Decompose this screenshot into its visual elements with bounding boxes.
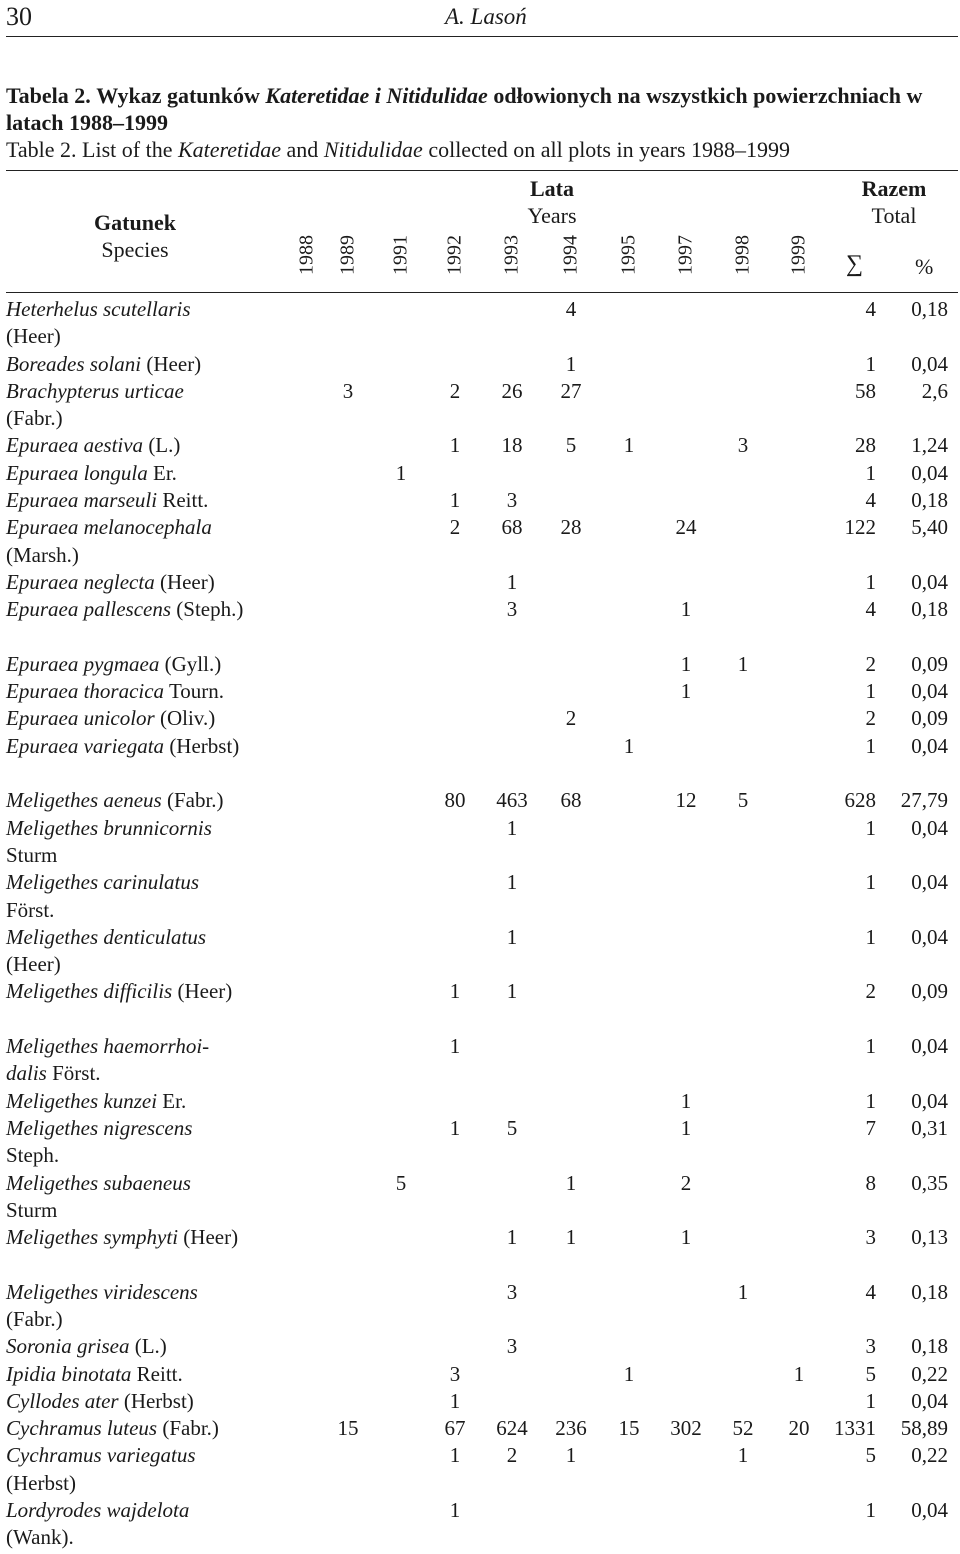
total-header-en: Total xyxy=(871,203,917,228)
total-percent: 27,79 xyxy=(900,788,948,813)
species-name-cell xyxy=(6,432,244,459)
table-row xyxy=(6,1442,958,1497)
species-name: Epuraea variegata xyxy=(6,733,165,758)
total-percent: 0,35 xyxy=(911,1170,948,1195)
table-row xyxy=(6,1170,958,1225)
count-1993: 624 xyxy=(496,1416,528,1441)
species-name-cell xyxy=(6,787,244,814)
species-author: Sturm xyxy=(6,1197,58,1222)
species-author: (Wank). xyxy=(6,1525,74,1550)
count-1997: 1 xyxy=(680,651,692,676)
total-percent: 0,04 xyxy=(911,870,948,895)
total-percent: 0,04 xyxy=(911,924,948,949)
species-name: Epuraea longula xyxy=(6,460,148,485)
total-percent: 1,24 xyxy=(911,433,948,458)
count-1997: 1 xyxy=(680,597,692,622)
total-percent: 0,04 xyxy=(911,460,948,485)
percent-symbol: % xyxy=(915,254,934,279)
count-1993: 1 xyxy=(506,569,518,594)
count-1994: 28 xyxy=(560,515,582,540)
total-count: 1 xyxy=(865,569,876,594)
caption-pl-text-after: odłowionych na wszystkich powierzchniach w latach 1988–1999 xyxy=(6,83,923,135)
count-1994: 4 xyxy=(565,297,577,321)
species-name-cell xyxy=(6,651,244,678)
count-1994: 1 xyxy=(565,1443,577,1468)
count-1989: 15 xyxy=(337,1416,359,1441)
species-author: (Herbst) xyxy=(169,733,240,758)
species-author: Först. xyxy=(52,1061,101,1086)
count-1997: 1 xyxy=(680,1225,692,1250)
total-count: 628 xyxy=(844,788,876,813)
species-name: Soronia grisea xyxy=(6,1334,130,1359)
species-name: Epuraea neglecta xyxy=(6,569,155,594)
table-row xyxy=(6,815,958,870)
total-count: 2 xyxy=(865,651,876,676)
year-header-1995 xyxy=(599,230,659,280)
count-1994: 68 xyxy=(560,788,582,813)
table-row xyxy=(6,1497,958,1552)
species-author: (Heer) xyxy=(177,979,233,1004)
table-row xyxy=(6,1279,958,1334)
species-name-cell xyxy=(6,569,244,596)
species-name: Meligethes viridescens xyxy=(6,1279,198,1304)
total-count: 7 xyxy=(865,1115,876,1140)
count-1994: 1 xyxy=(565,1225,577,1250)
year-header-1993 xyxy=(482,230,542,280)
table-row xyxy=(6,460,958,487)
count-1992: 1 xyxy=(449,433,461,458)
count-1992: 2 xyxy=(449,515,461,540)
species-name-continued: dalis xyxy=(6,1061,47,1086)
species-name-cell xyxy=(6,733,244,760)
species-name-cell xyxy=(6,1088,244,1115)
table-row xyxy=(6,1224,958,1279)
count-1991: 5 xyxy=(395,1170,407,1195)
total-percent: 0,13 xyxy=(911,1225,948,1250)
species-author: (Fabr.) xyxy=(166,788,224,813)
total-count: 58 xyxy=(855,378,876,403)
species-name: Cychramus variegatus xyxy=(6,1443,196,1468)
species-name: Meligethes kunzei xyxy=(6,1088,158,1113)
species-name-cell xyxy=(6,1442,244,1497)
table-row xyxy=(6,351,958,378)
year-header-label: 1989 xyxy=(336,235,359,275)
count-1997: 1 xyxy=(680,1088,692,1113)
count-1997: 2 xyxy=(680,1170,692,1195)
count-1998: 3 xyxy=(737,433,749,458)
count-1993: 26 xyxy=(501,378,523,403)
species-header-pl: Gatunek xyxy=(94,210,176,235)
species-table-body xyxy=(6,296,958,1552)
species-name: Meligethes symphyti xyxy=(6,1225,179,1250)
table-caption xyxy=(6,82,958,163)
total-header xyxy=(830,175,958,229)
species-author: Reitt. xyxy=(136,1361,183,1386)
table-row xyxy=(6,924,958,979)
table-row xyxy=(6,1333,958,1360)
species-author: (Fabr.) xyxy=(6,1306,63,1331)
species-author: (Gyll.) xyxy=(164,651,222,676)
species-name-cell xyxy=(6,978,244,1005)
count-1995: 1 xyxy=(623,733,635,758)
species-name: Brachypterus urticae xyxy=(6,378,184,403)
count-1992: 67 xyxy=(444,1416,466,1441)
total-percent: 0,09 xyxy=(911,979,948,1004)
species-author: (Marsh.) xyxy=(6,542,79,567)
page-header xyxy=(6,0,958,37)
total-count: 4 xyxy=(865,597,876,622)
species-author: (Herbst) xyxy=(6,1470,76,1495)
total-percent: 0,18 xyxy=(911,1279,948,1304)
year-header-label: 1988 xyxy=(295,235,318,275)
species-author: (Heer) xyxy=(159,569,215,594)
total-count: 2 xyxy=(865,706,876,731)
species-name-cell xyxy=(6,1333,244,1360)
species-name: Heterhelus scutellaris xyxy=(6,297,191,321)
table-row xyxy=(6,1033,958,1088)
total-percent: 5,40 xyxy=(911,515,948,540)
count-1998: 1 xyxy=(737,1443,749,1468)
species-name-cell xyxy=(6,1033,244,1088)
count-1992: 2 xyxy=(449,378,461,403)
total-count: 1 xyxy=(865,351,876,376)
total-percent: 0,04 xyxy=(911,351,948,376)
count-1993: 1 xyxy=(506,870,518,895)
count-1989: 3 xyxy=(342,378,354,403)
species-author: (Heer) xyxy=(146,351,202,376)
table-row xyxy=(6,1088,958,1115)
year-header-1991 xyxy=(371,230,431,280)
total-count: 1 xyxy=(865,1034,876,1059)
species-name: Cyllodes ater xyxy=(6,1388,119,1413)
species-author: (Heer) xyxy=(6,952,61,977)
total-count: 8 xyxy=(865,1170,876,1195)
count-1993: 18 xyxy=(501,433,523,458)
count-1992: 1 xyxy=(449,488,461,513)
total-count: 4 xyxy=(865,297,876,321)
species-name: Epuraea pallescens xyxy=(6,597,172,622)
species-name-cell xyxy=(6,1170,244,1225)
total-percent: 0,18 xyxy=(911,597,948,622)
count-1993: 3 xyxy=(506,597,518,622)
count-1997: 1 xyxy=(680,1115,692,1140)
count-1998: 5 xyxy=(737,788,749,813)
species-name-cell xyxy=(6,487,244,514)
total-percent: 0,04 xyxy=(911,1498,948,1523)
count-1995: 15 xyxy=(618,1416,640,1441)
species-name-cell xyxy=(6,351,244,378)
species-name: Epuraea melanocephala xyxy=(6,515,212,540)
count-1999: 20 xyxy=(788,1416,810,1441)
years-header-pl: Lata xyxy=(530,176,574,201)
total-percent: 0,18 xyxy=(911,488,948,513)
total-percent: 0,04 xyxy=(911,1388,948,1413)
species-author: (Heer) xyxy=(6,324,61,349)
species-name-cell xyxy=(6,678,244,705)
caption-en-taxon-2: Nitidulidae xyxy=(323,137,423,162)
species-name: Epuraea pygmaea xyxy=(6,651,160,676)
total-percent: 0,18 xyxy=(911,297,948,321)
year-header-1998 xyxy=(713,230,773,280)
total-percent: 0,09 xyxy=(911,651,948,676)
year-header-1992 xyxy=(425,230,485,280)
species-name: Epuraea unicolor xyxy=(6,706,155,731)
count-1995: 1 xyxy=(623,433,635,458)
total-percent: 0,04 xyxy=(911,679,948,704)
caption-pl-label: Tabela 2. xyxy=(6,83,91,108)
total-count: 1 xyxy=(865,1388,876,1413)
caption-english xyxy=(6,136,958,163)
table-row xyxy=(6,1361,958,1388)
count-1998: 1 xyxy=(737,1279,749,1304)
count-1993: 3 xyxy=(506,1279,518,1304)
total-count: 1 xyxy=(865,460,876,485)
species-name: Meligethes subaeneus xyxy=(6,1170,191,1195)
count-1993: 3 xyxy=(506,488,518,513)
species-author: (Oliv.) xyxy=(159,706,216,731)
species-name-cell xyxy=(6,1279,244,1334)
species-name: Meligethes haemorrhoi- xyxy=(6,1034,210,1059)
caption-polish xyxy=(6,82,958,136)
table-row xyxy=(6,487,958,514)
year-header-label: 1999 xyxy=(787,235,810,275)
count-1993: 463 xyxy=(496,788,528,813)
table-row xyxy=(6,596,958,651)
species-name-cell xyxy=(6,705,244,732)
total-percent: 0,22 xyxy=(911,1443,948,1468)
species-name-cell xyxy=(6,460,244,487)
species-name-cell xyxy=(6,815,244,870)
species-header-en: Species xyxy=(101,237,169,262)
total-percent: 2,6 xyxy=(921,378,948,403)
total-count: 1 xyxy=(865,679,876,704)
species-author: (Fabr.) xyxy=(162,1416,219,1441)
caption-en-text-3: collected on all plots in years 1988–1999 xyxy=(428,137,791,162)
species-name-cell xyxy=(6,1361,244,1388)
count-1994: 5 xyxy=(565,433,577,458)
count-1992: 1 xyxy=(449,979,461,1004)
count-1992: 1 xyxy=(449,1388,461,1413)
table-row xyxy=(6,705,958,732)
year-header-1994 xyxy=(541,230,601,280)
table-row xyxy=(6,296,958,351)
page-number: 30 xyxy=(6,2,32,31)
table-row xyxy=(6,978,958,1033)
count-1993: 1 xyxy=(506,979,518,1004)
species-name: Epuraea thoracica xyxy=(6,679,165,704)
total-percent: 0,22 xyxy=(911,1361,948,1386)
count-1991: 1 xyxy=(395,460,407,485)
species-name-cell xyxy=(6,869,244,924)
total-count: 1 xyxy=(865,1088,876,1113)
species-name-cell xyxy=(6,296,244,351)
species-author: (L.) xyxy=(134,1334,167,1359)
count-1995: 1 xyxy=(623,1361,635,1386)
species-author: (Fabr.) xyxy=(6,406,63,431)
count-1993: 1 xyxy=(506,1225,518,1250)
total-count: 1 xyxy=(865,733,876,758)
count-1994: 27 xyxy=(560,378,582,403)
count-1998: 52 xyxy=(732,1416,754,1441)
years-header xyxy=(282,175,822,229)
species-name: Boreades solani xyxy=(6,351,142,376)
total-percent: 0,04 xyxy=(911,1088,948,1113)
total-count: 28 xyxy=(855,433,876,458)
caption-en-text-2: and xyxy=(286,137,319,162)
year-header-label: 1992 xyxy=(443,235,466,275)
table-row xyxy=(6,869,958,924)
sum-symbol: ∑ xyxy=(846,251,864,277)
species-name: Lordyrodes wajdelota xyxy=(6,1498,190,1523)
species-name: Meligethes nigrescens xyxy=(6,1115,193,1140)
caption-pl-taxa: Kateretidae i Nitidulidae xyxy=(265,83,488,108)
species-author: Tourn. xyxy=(168,679,225,704)
total-count: 5 xyxy=(865,1443,876,1468)
count-1994: 236 xyxy=(555,1416,587,1441)
count-1997: 24 xyxy=(675,515,697,540)
count-1992: 1 xyxy=(449,1034,461,1059)
total-count: 3 xyxy=(865,1225,876,1250)
year-header-1997 xyxy=(656,230,716,280)
species-name: Meligethes aeneus xyxy=(6,788,162,813)
species-name: Cychramus luteus xyxy=(6,1416,158,1441)
count-1994: 1 xyxy=(565,351,577,376)
species-name: Epuraea marseuli xyxy=(6,488,158,513)
count-1993: 1 xyxy=(506,815,518,840)
count-1992: 3 xyxy=(449,1361,461,1386)
total-percent: 0,04 xyxy=(911,815,948,840)
species-name: Epuraea aestiva xyxy=(6,433,144,458)
total-percent: 0,04 xyxy=(911,733,948,758)
count-1993: 5 xyxy=(506,1115,518,1140)
species-name: Ipidia binotata xyxy=(6,1361,132,1386)
year-header-1989 xyxy=(318,230,378,280)
species-author: Sturm xyxy=(6,842,58,867)
count-1992: 1 xyxy=(449,1498,461,1523)
table-row xyxy=(6,432,958,459)
total-count: 1 xyxy=(865,924,876,949)
species-author: Er. xyxy=(162,1088,187,1113)
species-name-cell xyxy=(6,1497,244,1552)
count-1992: 1 xyxy=(449,1115,461,1140)
species-name: Meligethes denticulatus xyxy=(6,924,207,949)
total-count: 4 xyxy=(865,1279,876,1304)
species-author: Reitt. xyxy=(162,488,209,513)
table-row xyxy=(6,569,958,596)
table-top-rule xyxy=(6,170,958,171)
count-1993: 2 xyxy=(506,1443,518,1468)
count-1999: 1 xyxy=(793,1361,805,1386)
count-1994: 2 xyxy=(565,706,577,731)
table-row xyxy=(6,787,958,814)
species-author: (L.) xyxy=(148,433,181,458)
species-author: (Herbst) xyxy=(123,1388,194,1413)
species-author: (Steph.) xyxy=(176,597,244,622)
count-1992: 80 xyxy=(444,788,466,813)
year-header-label: 1997 xyxy=(674,235,697,275)
total-count: 3 xyxy=(865,1334,876,1359)
count-1998: 1 xyxy=(737,651,749,676)
count-1997: 12 xyxy=(675,788,697,813)
species-name: Meligethes brunnicornis xyxy=(6,815,212,840)
count-1997: 1 xyxy=(680,679,692,704)
total-header-pl: Razem xyxy=(861,176,927,201)
years-header-en: Years xyxy=(527,203,577,228)
total-percent: 0,18 xyxy=(911,1334,948,1359)
species-header xyxy=(6,209,264,263)
total-percent: 0,09 xyxy=(911,706,948,731)
species-name-cell xyxy=(6,1415,244,1442)
total-count: 1 xyxy=(865,815,876,840)
species-name-cell xyxy=(6,1388,244,1415)
species-author: (Heer) xyxy=(183,1225,239,1250)
total-count: 1 xyxy=(865,870,876,895)
year-header-label: 1994 xyxy=(559,235,582,275)
table-row xyxy=(6,733,958,788)
year-header-label: 1991 xyxy=(389,235,412,275)
count-1992: 1 xyxy=(449,1443,461,1468)
table-row xyxy=(6,678,958,705)
count-1997: 302 xyxy=(670,1416,702,1441)
count-1993: 68 xyxy=(501,515,523,540)
species-author: Först. xyxy=(6,897,55,922)
total-count: 4 xyxy=(865,488,876,513)
count-1993: 1 xyxy=(506,924,518,949)
year-header-label: 1995 xyxy=(617,235,640,275)
total-percent: 0,04 xyxy=(911,569,948,594)
table-row xyxy=(6,378,958,433)
species-name-cell xyxy=(6,596,244,623)
species-author: Steph. xyxy=(6,1143,60,1168)
species-name-cell xyxy=(6,1224,244,1251)
species-name-cell xyxy=(6,514,244,569)
caption-pl-text-before: Wykaz gatunków xyxy=(96,83,260,108)
caption-en-label: Table 2. xyxy=(6,137,77,162)
species-name-cell xyxy=(6,1115,244,1170)
running-head: A. Lasoń xyxy=(445,4,527,29)
caption-en-taxon-1: Kateretidae xyxy=(177,137,282,162)
year-header-label: 1993 xyxy=(500,235,523,275)
year-header-1999 xyxy=(769,230,829,280)
table-row xyxy=(6,514,958,569)
count-1994: 1 xyxy=(565,1170,577,1195)
species-author: Er. xyxy=(153,460,177,485)
count-1993: 3 xyxy=(506,1334,518,1359)
total-count: 5 xyxy=(865,1361,876,1386)
species-name: Meligethes carinulatus xyxy=(6,870,200,895)
total-percent: 0,31 xyxy=(911,1115,948,1140)
table-row xyxy=(6,651,958,678)
total-count: 122 xyxy=(844,515,876,540)
table-row xyxy=(6,1115,958,1170)
species-name-cell xyxy=(6,924,244,979)
total-percent: 0,04 xyxy=(911,1034,948,1059)
total-count: 1 xyxy=(865,1498,876,1523)
header-bottom-rule xyxy=(6,292,958,293)
species-name-cell xyxy=(6,378,244,433)
total-count: 1331 xyxy=(834,1416,876,1441)
species-name: Meligethes difficilis xyxy=(6,979,173,1004)
caption-en-text-1: List of the xyxy=(82,137,173,162)
table-row xyxy=(6,1388,958,1415)
year-header-label: 1998 xyxy=(731,235,754,275)
total-percent: 58,89 xyxy=(900,1416,948,1441)
table-row xyxy=(6,1415,958,1442)
total-count: 2 xyxy=(865,979,876,1004)
